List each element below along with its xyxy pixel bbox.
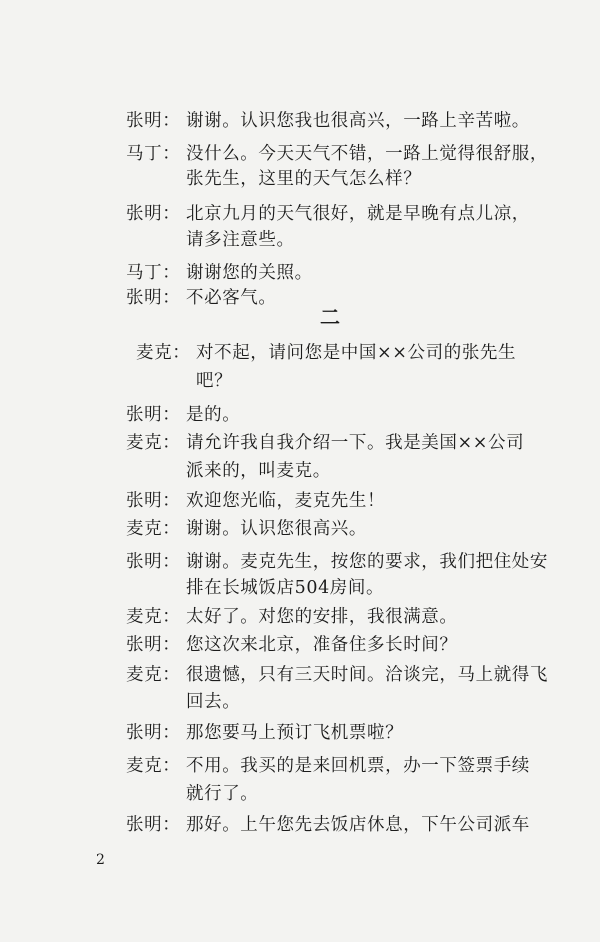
speaker-label: 张明： <box>126 111 181 131</box>
dialogue-text: 是的。 <box>186 405 241 425</box>
dialogue-line <box>186 691 240 713</box>
dialogue-text: 就行了。 <box>186 784 259 804</box>
dialogue-text: 吧？ <box>196 371 233 391</box>
speaker-label: 麦克： <box>126 433 181 453</box>
dialogue-text: 谢谢您的关照。 <box>186 263 313 283</box>
dialogue-line <box>126 664 548 686</box>
dialogue-text: 您这次来北京，准备住多长时间？ <box>186 635 458 655</box>
dialogue-line <box>186 229 295 251</box>
dialogue-line <box>186 577 384 599</box>
speaker-label: 张明： <box>126 635 181 655</box>
speaker-label: 张明： <box>126 815 181 835</box>
dialogue-line <box>126 110 530 132</box>
dialogue-text: 太好了。对您的安排，我很满意。 <box>186 607 458 627</box>
dialogue-line <box>126 432 524 454</box>
speaker-label: 马丁： <box>126 144 181 164</box>
speaker-label: 张明： <box>126 405 181 425</box>
page-number: 2 <box>96 852 105 868</box>
dialogue-text: 没什么。今天天气不错，一路上觉得很舒服， <box>186 144 548 164</box>
dialogue-text: 谢谢。认识您我也很高兴，一路上辛苦啦。 <box>186 111 530 131</box>
speaker-label: 马丁： <box>126 263 181 283</box>
dialogue-line <box>126 262 313 284</box>
dialogue-line <box>126 551 548 573</box>
speaker-label: 张明： <box>126 491 181 511</box>
dialogue-text: 欢迎您光临，麦克先生！ <box>186 491 386 511</box>
speaker-label: 麦克： <box>126 519 181 539</box>
dialogue-text: 派来的，叫麦克。 <box>186 461 331 481</box>
dialogue-text: 北京九月的天气很好，就是早晚有点儿凉， <box>186 204 530 224</box>
dialogue-text: 很遗憾，只有三天时间。洽谈完，马上就得飞 <box>186 665 548 685</box>
dialogue-text: 请多注意些。 <box>186 230 295 250</box>
dialogue-line <box>126 287 277 309</box>
speaker-label: 麦克： <box>126 665 181 685</box>
dialogue-line <box>126 203 530 225</box>
speaker-label: 张明： <box>126 204 181 224</box>
dialogue-line <box>186 783 258 805</box>
dialogue-line <box>126 634 458 656</box>
dialogue-text: 谢谢。麦克先生，按您的要求，我们把住处安 <box>186 552 548 572</box>
speaker-label: 张明： <box>126 723 181 743</box>
dialogue-line <box>196 370 232 392</box>
dialogue-text: 对不起，请问您是中国××公司的张先生 <box>196 343 517 363</box>
dialogue-text: 回去。 <box>186 692 241 712</box>
dialogue-line <box>126 490 385 512</box>
speaker-label: 张明： <box>126 288 181 308</box>
speaker-label: 麦克： <box>126 756 181 776</box>
dialogue-text: 那您要马上预订飞机票啦？ <box>186 723 404 743</box>
dialogue-text: 请允许我自我介绍一下。我是美国××公司 <box>186 433 525 453</box>
dialogue-line <box>136 342 516 364</box>
dialogue-line <box>126 606 458 628</box>
speaker-label: 麦克： <box>136 343 191 363</box>
dialogue-line <box>186 460 331 482</box>
speaker-label: 张明： <box>126 552 181 572</box>
dialogue-line <box>126 755 530 777</box>
dialogue-line <box>186 168 421 190</box>
dialogue-line <box>126 814 530 836</box>
dialogue-line <box>126 518 367 540</box>
dialogue-text: 排在长城饭店504房间。 <box>186 578 385 598</box>
dialogue-line <box>126 722 403 744</box>
dialogue-text: 不用。我买的是来回机票，办一下签票手续 <box>186 756 530 776</box>
dialogue-text: 谢谢。认识您很高兴。 <box>186 519 367 539</box>
dialogue-text: 不必客气。 <box>186 288 277 308</box>
dialogue-line <box>126 404 240 426</box>
speaker-label: 麦克： <box>126 607 181 627</box>
dialogue-text: 那好。上午您先去饭店休息，下午公司派车 <box>186 815 530 835</box>
dialogue-line <box>126 143 548 165</box>
section-marker: 二 <box>320 305 342 329</box>
dialogue-text: 张先生，这里的天气怎么样？ <box>186 169 422 189</box>
